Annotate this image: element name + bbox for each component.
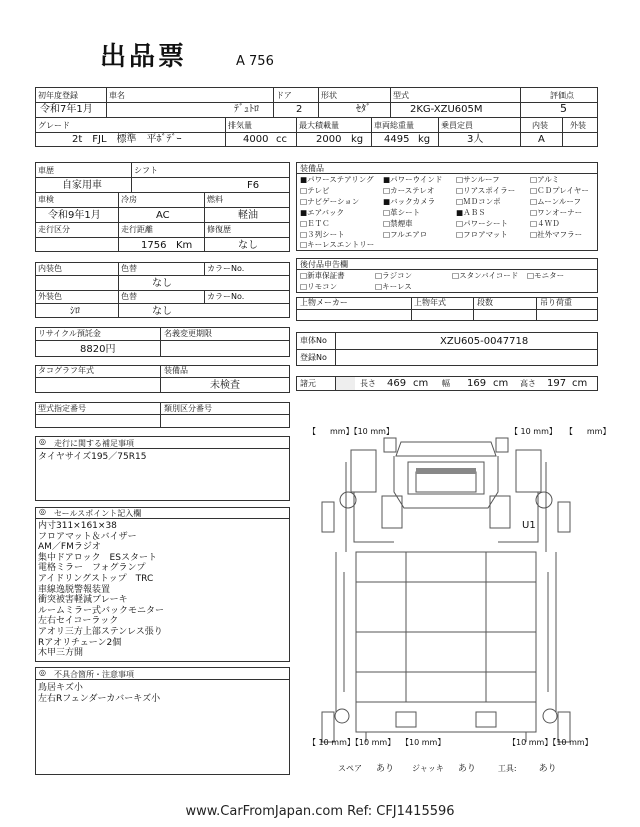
exterior-change-value: なし [152, 306, 172, 317]
bracket-close: 】 [602, 427, 611, 436]
equipment-item [383, 175, 442, 184]
defect-note-line: 鳥居キズ小 [38, 683, 83, 693]
sales-note-line: アイドリングストップ TRC [38, 574, 154, 584]
checkbox-mark: □ [375, 271, 383, 280]
tire-rl2-value: 10 [358, 738, 370, 747]
exterior-color-no-label: カラーNo. [207, 292, 245, 301]
aftermarket-item-label: スタンバイコード [459, 271, 519, 280]
sales-note-line: 車線逸脱警報装置 [38, 584, 111, 595]
equipment-item [383, 197, 435, 206]
upper-maker-label: 上物メーカー [300, 298, 348, 307]
checkbox-mark: □ [530, 218, 538, 228]
interior-change-label: 色替 [121, 264, 137, 273]
checkbox-mark: □ [300, 240, 308, 250]
bracket-close: 】 [584, 738, 593, 747]
max-load-unit: kg [351, 134, 364, 145]
checkbox-mark: □ [300, 218, 308, 228]
tire-tread-bottom-right [508, 737, 593, 748]
registration-label: 登録No [300, 353, 327, 362]
checkbox-mark: □ [300, 271, 308, 280]
equipment-item [383, 186, 434, 195]
bracket-open: 【 [308, 427, 316, 436]
name-change-label: 名義変更期限 [164, 329, 212, 338]
interior-color-no-label: カラーNo. [207, 264, 245, 273]
bracket-open: 【 [508, 738, 516, 747]
aftermarket-item-label: リモコン [307, 282, 338, 291]
weight-label: 車両総重量 [374, 121, 414, 130]
equipment-item-label: アルミ [537, 175, 560, 184]
equipment-item-label: パワーステアリング [307, 175, 374, 184]
exterior-color-value: ｼﾛ [70, 306, 80, 317]
checkbox-mark: □ [300, 185, 308, 195]
shift-label: シフト [134, 166, 158, 175]
jack-label: ジャッキ [412, 764, 444, 773]
equipment-item-label: リアスポイラー [463, 185, 516, 195]
exterior-label: 外装 [570, 121, 586, 130]
interior-label: 内装 [532, 121, 548, 130]
aftermarket-item-label: モニター [534, 271, 565, 280]
inspection-label: 車検 [38, 195, 54, 204]
sales-note-line: ルームミラー式バックモニター [38, 605, 165, 616]
repair-label: 修復歴 [207, 225, 231, 234]
checkbox-mark: □ [375, 282, 383, 291]
bracket-open: 【 [308, 738, 316, 747]
tire-rr-value: 10 [516, 738, 527, 747]
doors-label: ドア [276, 91, 292, 100]
bracket-close: 】 [437, 738, 446, 747]
length-value: 469 [387, 378, 407, 389]
checkbox-mark: □ [530, 207, 538, 217]
checkbox-mark: □ [530, 185, 538, 195]
checkbox-mark: □ [300, 282, 308, 291]
chassis-value: XZU605-0047718 [440, 336, 529, 347]
bracket-open: 【 [564, 427, 573, 436]
bracket-open: 【 [354, 738, 359, 747]
sales-note-line: アオリ三方上部ステンレス張り [38, 627, 163, 637]
aftermarket-title: 後付品申告欄 [300, 260, 348, 269]
equipment-item-label: フルエアロ [390, 229, 428, 239]
equipment-item-label: サンルーフ [463, 175, 500, 184]
upper-load-label: 吊り荷重 [540, 298, 572, 307]
fuel-value: 軽油 [238, 210, 258, 221]
interior-value: A [538, 134, 545, 145]
equipment-title: 装備品 [300, 164, 324, 173]
checkbox-mark: ■ [383, 196, 391, 206]
equipment-item-label: 社外マフラー [537, 229, 583, 239]
defect-notes-title-icon: ◎ [39, 668, 46, 677]
tacho-equip-value: 未検査 [210, 380, 240, 391]
mileage-type-label: 走行区分 [38, 225, 70, 234]
width-label: 幅 [442, 379, 450, 388]
equipment-item-label: キーレスエントリー [307, 240, 375, 250]
equipment-item [530, 219, 560, 228]
tire-unit: mm [528, 738, 545, 747]
weight-unit: kg [418, 134, 431, 145]
tire-unit: mm [330, 427, 346, 436]
equipment-item-label: カーステレオ [390, 185, 435, 195]
aftermarket-item [527, 271, 564, 280]
height-value: 197 [547, 378, 567, 389]
equipment-item [300, 175, 374, 184]
aftermarket-item-label: ラジコン [382, 271, 413, 280]
aftermarket-item [300, 282, 337, 291]
bracket-close: 】 [387, 738, 396, 747]
bracket-close: 】 [345, 427, 354, 436]
bracket-close: 】 [544, 738, 553, 747]
score-label: 評価点 [550, 91, 574, 100]
equipment-item [383, 230, 427, 239]
dims-label: 諸元 [300, 379, 316, 388]
drive-note-line: タイヤサイズ195／75R15 [38, 452, 147, 462]
deposit-value: 8820円 [80, 344, 116, 355]
checkbox-mark: □ [456, 218, 464, 228]
checkbox-mark: □ [383, 218, 391, 228]
equipment-item-label: ナビゲーション [307, 196, 360, 206]
defect-note-line: 左右Rフェンダーカバーキズ小 [38, 694, 161, 704]
equipment-item [530, 186, 589, 195]
equipment-item [530, 230, 582, 239]
equipment-item [530, 197, 581, 206]
equipment-item [300, 197, 359, 206]
deposit-label: リサイクル預託金 [38, 329, 101, 338]
sales-notes-title: セールスポイント記入欄 [54, 509, 142, 518]
tire-tread-bottom-left [308, 737, 395, 748]
sales-note-line: 電格ミラー フォグランプ [38, 563, 146, 574]
equipment-item [383, 208, 420, 217]
equipment-item-label: ムーンルーフ [537, 196, 582, 206]
tire-fr-value: 10 [520, 427, 531, 436]
fuel-label: 燃料 [207, 195, 223, 204]
bracket-open: 【 [510, 427, 518, 436]
checkbox-mark: □ [383, 207, 391, 217]
displacement-label: 排気量 [228, 121, 252, 130]
sales-note-line: 左右セイコーラック [38, 616, 119, 627]
sales-note-line: 内寸311×161×38 [38, 521, 117, 531]
watermark-footer: www.CarFromJapan.com Ref: CFJ1415596 [185, 804, 455, 819]
grade-label: グレード [38, 121, 70, 130]
equipment-item [530, 208, 582, 217]
aftermarket-item [300, 271, 345, 280]
tire-rl-value: 10 [318, 738, 329, 747]
sales-notes-title-icon: ◎ [39, 507, 46, 516]
displacement-unit: cc [276, 134, 287, 145]
sales-note-line: Rアオリチェーン2個 [38, 637, 122, 648]
aftermarket-item-label: 新車保証書 [307, 271, 345, 280]
max-load-value: 2000 [316, 134, 342, 145]
tire-tread-bottom-center [401, 737, 445, 748]
spare-label: スペア [338, 764, 362, 773]
interior-color-label: 内装色 [38, 264, 62, 273]
height-unit: cm [572, 378, 588, 389]
equipment-item [300, 230, 345, 239]
first-reg-value: 令和7年1月 [40, 104, 93, 115]
capacity-value: 3人 [467, 134, 484, 145]
spare-row [338, 761, 557, 774]
bracket-open: 【 [401, 738, 409, 747]
aftermarket-item [375, 271, 412, 280]
equipment-item-label: 革シート [390, 207, 421, 217]
capacity-label: 乗員定員 [441, 121, 473, 130]
mileage-unit: Km [176, 240, 193, 251]
upper-stage-label: 段数 [477, 298, 493, 307]
length-unit: cm [413, 378, 429, 389]
equipment-item-label: エアバック [307, 207, 344, 217]
tire-unit: mm [371, 738, 388, 747]
score-value: 5 [560, 102, 567, 115]
tire-unit: mm [586, 427, 603, 436]
equipment-item [456, 186, 515, 195]
checkbox-mark: ■ [300, 175, 308, 184]
equipment-item [456, 230, 508, 239]
first-reg-label: 初年度登録 [38, 91, 78, 100]
checkbox-mark: □ [456, 175, 464, 184]
equipment-item-label: ＭＤコンポ [463, 196, 501, 206]
checkbox-mark: □ [456, 185, 464, 195]
damage-mark-u1: U1 [522, 520, 536, 531]
model-code-value: 2KG-XZU605M [410, 104, 483, 115]
equipment-item-label: パワーウインド [390, 175, 443, 184]
tire-unit: mm [533, 427, 549, 436]
model-name-value: ﾃﾞｭﾄﾛ [234, 104, 259, 115]
mileage-label: 走行距離 [121, 225, 153, 234]
sales-note-line: フロアマット＆バイザー [38, 531, 137, 542]
tire-rc-value: 10 [409, 738, 420, 747]
document-title: 出品票 [100, 42, 188, 72]
tire-unit: mm [569, 738, 585, 747]
equipment-item-label: テレビ [307, 185, 330, 195]
equipment-item [300, 208, 344, 217]
checkbox-mark: □ [530, 196, 538, 206]
tire-unit: mm [331, 738, 347, 747]
drive-notes-title: 走行に関する補足事項 [54, 439, 134, 448]
cooling-value: AC [156, 210, 170, 221]
checkbox-mark: □ [300, 229, 308, 239]
equipment-item-label: パワーシート [463, 218, 508, 228]
tacho-equip-label: 装備品 [164, 366, 188, 375]
bracket-open: 【 [353, 427, 358, 436]
bracket-close: 】 [548, 427, 557, 436]
checkbox-mark: □ [456, 229, 464, 239]
equipment-item [300, 240, 374, 249]
equipment-item-label: フロアマット [463, 229, 508, 239]
checkbox-mark: ■ [300, 207, 308, 217]
exterior-color-label: 外装色 [38, 292, 62, 301]
aftermarket-item [452, 271, 518, 280]
shape-value: ｾﾀﾞ [356, 104, 371, 115]
spare-value: あり [376, 764, 395, 774]
equipment-item [300, 219, 330, 228]
model-name-label: 車名 [109, 91, 125, 100]
equipment-item-label: バックカメラ [390, 196, 436, 206]
checkbox-mark: □ [452, 271, 460, 280]
lot-number: A 756 [236, 54, 274, 69]
equipment-item-label: ３列シート [307, 229, 345, 239]
model-code-label: 型式 [393, 91, 409, 100]
drive-notes-title-icon: ◎ [39, 437, 46, 446]
aftermarket-item-label: キーレス [382, 282, 412, 291]
equipment-item-label: ４ＷＤ [537, 218, 560, 228]
bracket-open: 【 [552, 738, 557, 747]
equipment-item-label: ＡＢＳ [463, 207, 486, 217]
tire-rr2-value: 10 [556, 738, 567, 747]
equipment-item [383, 219, 413, 228]
class-number-label: 類別区分番号 [164, 404, 212, 413]
checkbox-mark: □ [456, 196, 464, 206]
equipment-item-label: ＣＤプレイヤー [537, 185, 589, 195]
width-value: 169 [467, 378, 487, 389]
equipment-item [456, 175, 500, 184]
checkbox-mark: ■ [383, 175, 391, 184]
checkbox-mark: □ [300, 196, 308, 206]
defect-notes-title: 不具合箇所・注意事項 [54, 670, 134, 679]
tools-label: 工具: [497, 764, 517, 773]
tacho-label: タコグラフ年式 [38, 366, 94, 375]
jack-value: あり [457, 764, 476, 774]
sales-note-line: 集中ドアロック ESスタート [38, 552, 157, 563]
exterior-change-label: 色替 [121, 292, 137, 301]
shape-label: 形状 [321, 91, 337, 100]
checkbox-mark: □ [530, 175, 538, 184]
tools-value: あり [538, 764, 557, 774]
aftermarket-item [375, 282, 412, 291]
equipment-item [456, 219, 508, 228]
equipment-item-label: ＥＴＣ [307, 218, 330, 228]
displacement-value: 4000 [243, 134, 269, 145]
equipment-item [530, 175, 559, 184]
upper-year-label: 上物年式 [414, 298, 446, 307]
tire-unit: mm [421, 738, 438, 747]
checkbox-mark: □ [383, 229, 391, 239]
bracket-close: 】 [346, 738, 355, 747]
height-label: 高さ [520, 379, 536, 388]
equipment-item [300, 186, 329, 195]
grade-value: 2t FJL 標準 平ﾎﾞﾃﾞｰ [72, 134, 182, 145]
history-value: 自家用車 [62, 180, 102, 191]
checkbox-mark: □ [530, 229, 538, 239]
history-label: 車歴 [38, 166, 54, 175]
checkbox-mark: ■ [456, 207, 464, 217]
equipment-item [456, 197, 501, 206]
width-unit: cm [493, 378, 509, 389]
max-load-label: 最大積載量 [299, 121, 339, 130]
interior-change-value: なし [152, 278, 172, 289]
mileage-value: 1756 [141, 240, 167, 251]
checkbox-mark: □ [383, 185, 391, 195]
tire-fl-value: 10 [357, 427, 368, 436]
repair-value: なし [238, 240, 258, 251]
vehicle-diagram [296, 432, 598, 744]
sales-note-line: 衝突被害軽減ブレーキ [38, 595, 128, 606]
sales-note-line: 木甲三方開 [38, 648, 84, 659]
equipment-item-label: 禁煙車 [390, 218, 413, 228]
bracket-close: 】 [385, 427, 394, 436]
doors-value: 2 [296, 104, 303, 115]
sales-note-line: AM／FMラジオ [38, 542, 101, 553]
chassis-label: 車体No [300, 336, 327, 345]
tire-unit: mm [370, 427, 386, 436]
type-designation-label: 型式指定番号 [38, 404, 86, 413]
equipment-item-label: ワンオーナー [537, 207, 583, 217]
checkbox-mark: □ [527, 271, 535, 280]
length-label: 長さ [360, 379, 376, 388]
inspection-value: 令和9年1月 [48, 210, 101, 221]
shift-value: F6 [247, 180, 260, 191]
equipment-item [456, 208, 486, 217]
cooling-label: 冷房 [121, 195, 137, 204]
weight-value: 4495 [384, 134, 410, 145]
